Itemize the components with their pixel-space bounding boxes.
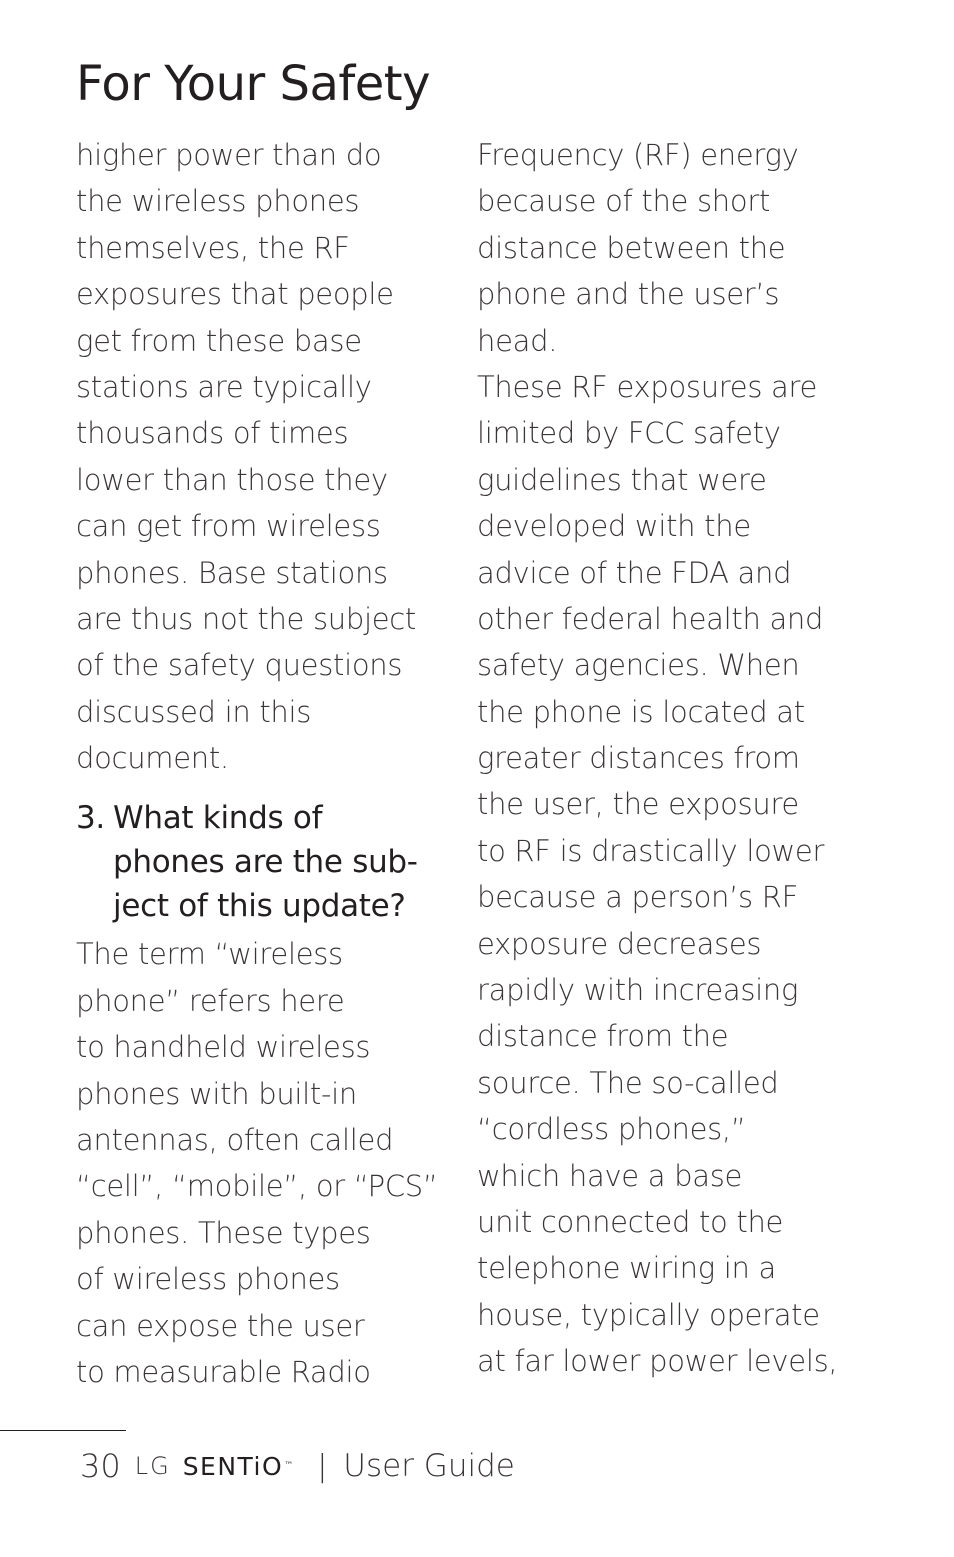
question-heading (76, 793, 456, 931)
question-text (76, 793, 456, 931)
text-line: These RF exposures are (477, 369, 818, 404)
text-line: lower than those they (76, 462, 388, 497)
model-name: SENTiO (182, 1451, 284, 1481)
page-number: 30 (80, 1447, 121, 1485)
text-line: can get from wireless (76, 509, 381, 544)
text-line: discussed in this (76, 694, 312, 729)
text-line: developed with the (477, 509, 751, 544)
text-line: themselves, the RF (76, 230, 350, 265)
text-line: because a person’s RF (477, 880, 798, 915)
left-paragraph-2 (76, 931, 456, 1395)
right-paragraph-1 (477, 132, 897, 364)
text-line: the phone is located at (477, 694, 805, 729)
text-line: telephone wiring in a (477, 1251, 776, 1286)
text-line: of the safety questions (76, 648, 403, 683)
right-paragraph-2 (477, 364, 897, 1385)
page-footer (80, 1443, 515, 1489)
text-line: are thus not the subject (76, 601, 417, 636)
text-line: head. (477, 323, 558, 358)
text-line: The term “wireless (76, 937, 343, 972)
text-line: stations are typically (76, 369, 372, 404)
text-line: can expose the user (76, 1308, 365, 1343)
text-line: source. The so-called (477, 1065, 779, 1100)
text-line: thousands of times (76, 416, 349, 451)
brand-logo: LG (134, 1452, 171, 1480)
question-line: phones are the sub- (113, 844, 418, 881)
text-line: antennas, often called (76, 1123, 394, 1158)
question-number: 3. (76, 800, 105, 837)
text-line: phone” refers here (76, 983, 345, 1018)
text-line: advice of the FDA and (477, 555, 792, 590)
text-line: higher power than do (76, 138, 382, 172)
text-line: exposures that people (76, 277, 394, 312)
text-line: greater distances from (477, 741, 800, 776)
page-title: For Your Safety (76, 56, 431, 112)
text-line: limited by FCC safety (477, 416, 781, 451)
text-line: phone and the user’s (477, 277, 780, 312)
text-line: get from these base (76, 323, 362, 358)
footer-separator: | (317, 1448, 328, 1484)
text-line: Frequency (RF) energy (477, 138, 799, 172)
text-line: the user, the exposure (477, 787, 799, 822)
question-line: ject of this update? (113, 888, 406, 925)
text-line: phones. These types (76, 1215, 371, 1250)
text-line: safety agencies. When (477, 648, 800, 683)
left-paragraph-1 (76, 132, 456, 781)
text-line: phones with built-in (76, 1076, 357, 1111)
guide-label: User Guide (343, 1448, 515, 1484)
right-column (477, 132, 897, 1385)
text-line: distance from the (477, 1019, 729, 1054)
footer-rule (0, 1430, 126, 1431)
text-line: which have a base (477, 1158, 743, 1193)
text-line: rapidly with increasing (477, 973, 799, 1008)
text-line: to handheld wireless (76, 1030, 371, 1065)
text-line: because of the short (477, 184, 771, 219)
text-line: at far lower power levels, (477, 1344, 838, 1379)
text-line: the wireless phones (76, 184, 360, 219)
text-line: house, typically operate (477, 1297, 820, 1332)
trademark-mark: ™ (284, 1461, 294, 1471)
text-line: unit connected to the (477, 1204, 784, 1239)
left-column (76, 132, 456, 1395)
text-line: phones. Base stations (76, 555, 388, 590)
text-line: “cordless phones,” (477, 1112, 746, 1147)
text-line: “cell”, “mobile”, or “PCS” (76, 1169, 438, 1204)
question-line: What kinds of (113, 800, 323, 837)
text-line: of wireless phones (76, 1262, 340, 1297)
text-line: distance between the (477, 230, 786, 265)
text-line: guidelines that were (477, 462, 767, 497)
text-line: other federal health and (477, 601, 824, 636)
text-line: to measurable Radio (76, 1354, 371, 1389)
text-line: to RF is drastically lower (477, 833, 825, 868)
text-line: exposure decreases (477, 926, 762, 961)
text-line: document. (76, 741, 229, 776)
